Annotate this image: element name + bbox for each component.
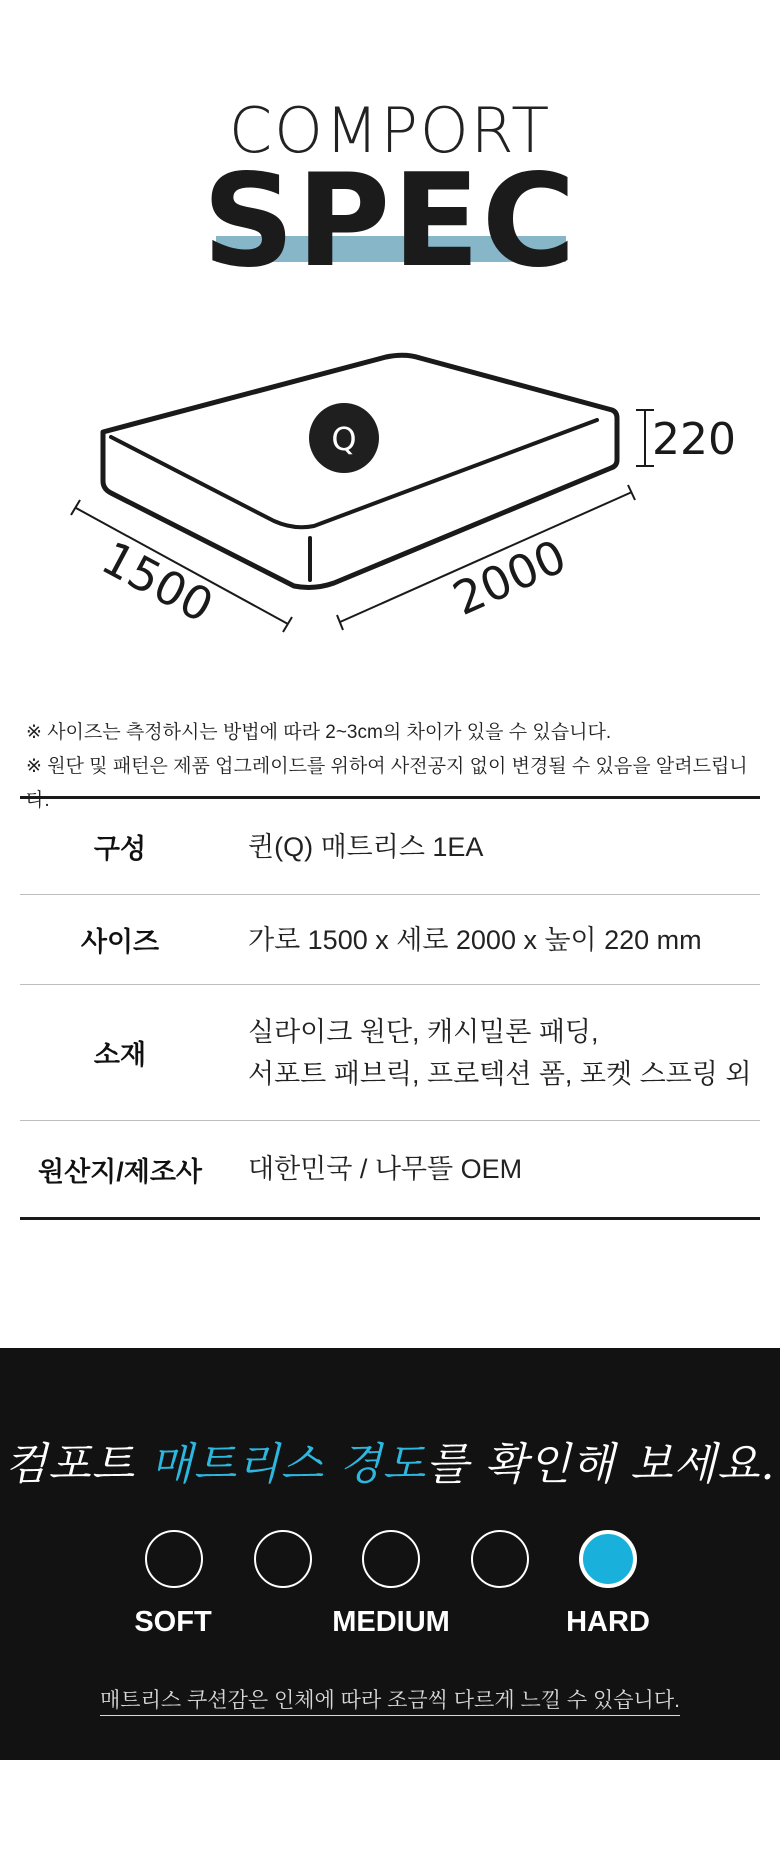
firmness-label-hard: HARD — [566, 1606, 650, 1638]
firmness-level-selected — [579, 1530, 637, 1588]
spec-value-line: 대한민국 / 나무뜰 OEM — [248, 1154, 523, 1184]
spec-label: 소재 — [93, 1040, 147, 1070]
firmness-level-circle — [145, 1530, 203, 1588]
spec-value — [220, 919, 760, 961]
firmness-level-circle — [362, 1530, 420, 1588]
spec-value-line: 퀸(Q) 매트리스 1EA — [248, 831, 484, 862]
spec-label: 사이즈 — [80, 927, 160, 957]
firmness-scale — [0, 1530, 780, 1590]
spec-value — [220, 1011, 760, 1095]
length-label: 2000 — [445, 528, 574, 626]
firmness-level-circle — [254, 1530, 312, 1588]
table-row — [20, 985, 760, 1121]
spec-label: 구성 — [93, 834, 147, 864]
spec-value-line: 서포트 패브릭, 프로텍션 폼, 포켓 스프링 외 — [248, 1058, 752, 1089]
spec-value — [220, 1148, 760, 1190]
width-label: 1500 — [93, 530, 222, 634]
firmness-note-text: 매트리스 쿠션감은 인체에 따라 조금씩 다르게 느낄 수 있습니다. — [100, 1689, 680, 1716]
table-row — [20, 895, 760, 985]
heading-part: 를 확인해 보세요. — [426, 1439, 776, 1490]
title-top: COMPORT — [228, 94, 552, 167]
firmness-heading — [0, 1428, 780, 1492]
spec-value-line: 실라이크 원단, 캐시밀론 패딩, — [248, 1016, 599, 1047]
note-line: ※ 원단 및 패턴은 제품 업그레이드를 위하여 사전공지 없이 변경될 수 있음을 알려드립니다. — [26, 756, 748, 811]
note-line: ※ 사이즈는 측정하시는 방법에 따라 2~3cm의 차이가 있을 수 있습니다. — [26, 722, 612, 743]
mattress-diagram — [0, 330, 780, 650]
firmness-label-soft: SOFT — [134, 1606, 212, 1638]
size-badge-label: Q — [331, 420, 357, 458]
table-row — [20, 1121, 760, 1217]
firmness-section — [0, 1348, 780, 1760]
table-row — [20, 799, 760, 895]
spec-value-line: 가로 1500 x 세로 2000 x 높이 220 mm — [248, 924, 702, 955]
height-label: 220 — [652, 414, 736, 465]
firmness-note — [0, 1684, 780, 1714]
firmness-level-circle — [471, 1530, 529, 1588]
spec-title — [0, 94, 780, 296]
spec-table — [20, 796, 760, 1220]
heading-part: 컴포트 — [4, 1439, 150, 1490]
title-main: SPEC — [202, 147, 578, 296]
spec-label: 원산지/제조사 — [38, 1156, 202, 1187]
spec-value — [220, 826, 760, 868]
firmness-label-medium: MEDIUM — [332, 1606, 450, 1638]
heading-highlight: 매트리스 경도 — [149, 1439, 426, 1490]
title-main-wrap — [0, 147, 780, 296]
